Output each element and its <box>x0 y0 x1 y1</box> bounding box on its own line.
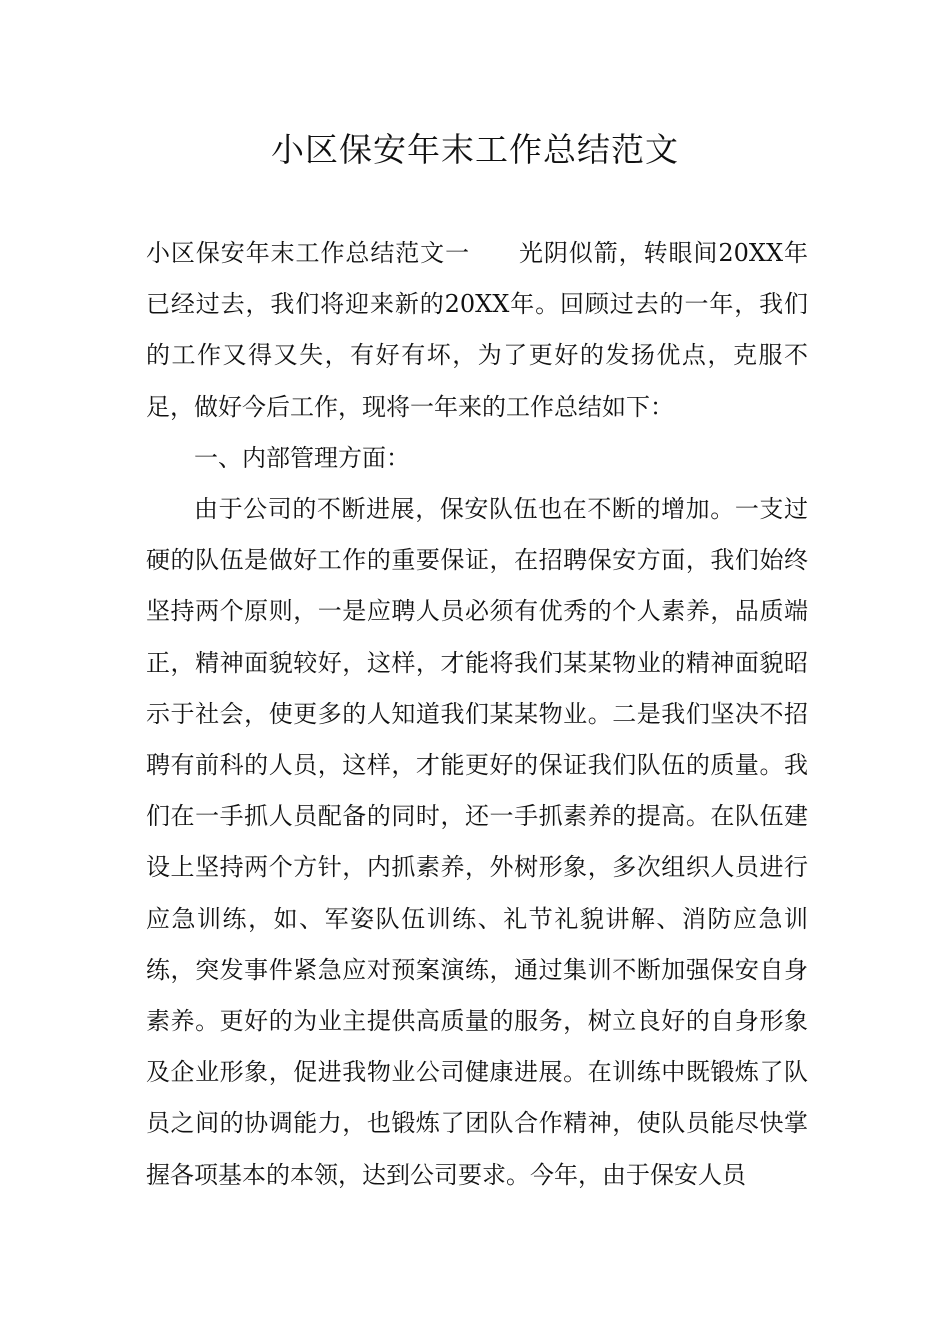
section-paragraph: 由于公司的不断进展，保安队伍也在不断的增加。一支过硬的队伍是做好工作的重要保证，在招聘保安方面，我们始终坚持两个原则，一是应聘人员必须有优秀的个人素养，品质端正，精神面貌较好，这样，才能将我们某某物业的精神面貌昭示于社会，使更多的人知道我们某某物业。二是我们坚决不招聘有前科的人员，这样，才能更好的保证我们队伍的质量。我们在一手抓人员配备的同时，还一手抓素养的提高。在队伍建设上坚持两个方针，内抓素养，外树形象，多次组织人员进行应急训练，如、军姿队伍训练、礼节礼貌讲解、消防应急训练，突发事件紧急应对预案演练，通过集训不断加强保安自身素养。更好的为业主提供高质量的服务，树立良好的自身形象及企业形象，促进我物业公司健康进展。在训练中既锻炼了队员之间的协调能力，也锻炼了团队合作精神，使队员能尽快掌握各项基本的本领，达到公司要求。今年，由于保安人员 <box>146 495 808 1189</box>
document-title: 小区保安年末工作总结范文 <box>271 130 679 169</box>
intro-heading: 小区保安年末工作总结范文一 <box>146 239 471 267</box>
intro-paragraph <box>146 228 808 433</box>
intro-text: 光阴似箭，转眼间20XX年已经过去，我们将迎来新的20XX年。回顾过去的一年，我们的工作又得又失，有好有坏，为了更好的发扬优点，克服不足，做好今后工作，现将一年来的工作总结如下： <box>146 239 808 421</box>
section-heading: 一、内部管理方面： <box>194 443 410 472</box>
document-body <box>146 228 808 1201</box>
